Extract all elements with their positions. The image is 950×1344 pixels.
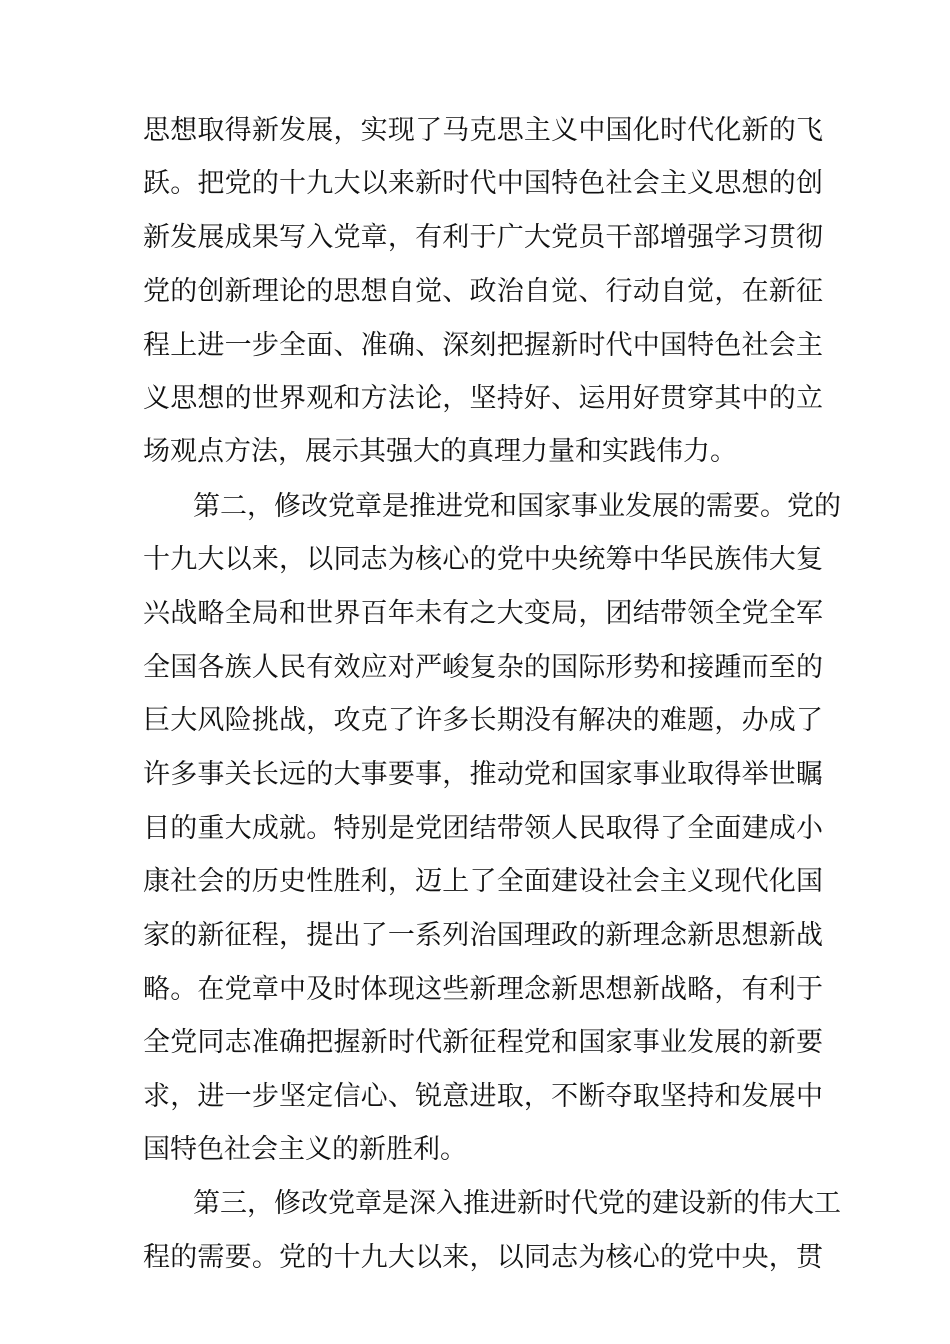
text-line: 求，进一步坚定信心、锐意进取，不断夺取坚持和发展中 xyxy=(143,1081,823,1112)
text-line: 思想取得新发展，实现了马克思主义中国化时代化新的飞 xyxy=(143,115,823,146)
text-line: 场观点方法，展示其强大的真理力量和实践伟力。 xyxy=(143,436,737,467)
text-line: 程上进一步全面、准确、深刻把握新时代中国特色社会主 xyxy=(143,330,823,361)
paragraph-start-line: 第二，修改党章是推进党和国家事业发展的需要。党的 xyxy=(193,491,841,522)
text-line: 全党同志准确把握新时代新征程党和国家事业发展的新要 xyxy=(143,1027,823,1058)
text-line: 巨大风险挑战，攻克了许多长期没有解决的难题，办成了 xyxy=(143,705,823,736)
text-line: 义思想的世界观和方法论，坚持好、运用好贯穿其中的立 xyxy=(143,383,823,414)
text-line: 略。在党章中及时体现这些新理念新思想新战略，有利于 xyxy=(143,974,823,1005)
text-line: 跃。把党的十九大以来新时代中国特色社会主义思想的创 xyxy=(143,168,823,199)
text-line: 康社会的历史性胜利，迈上了全面建设社会主义现代化国 xyxy=(143,866,823,897)
text-line: 全国各族人民有效应对严峻复杂的国际形势和接踵而至的 xyxy=(143,652,823,683)
text-line: 许多事关长远的大事要事，推动党和国家事业取得举世瞩 xyxy=(143,759,823,790)
text-line: 党的创新理论的思想自觉、政治自觉、行动自觉，在新征 xyxy=(143,276,823,307)
text-line: 程的需要。党的十九大以来，以同志为核心的党中央，贯 xyxy=(143,1242,823,1273)
text-line: 十九大以来，以同志为核心的党中央统筹中华民族伟大复 xyxy=(143,544,823,575)
text-line: 国特色社会主义的新胜利。 xyxy=(143,1134,467,1165)
text-line: 新发展成果写入党章，有利于广大党员干部增强学习贯彻 xyxy=(143,222,823,253)
text-line: 家的新征程，提出了一系列治国理政的新理念新思想新战 xyxy=(143,920,823,951)
text-line: 兴战略全局和世界百年未有之大变局，团结带领全党全军 xyxy=(143,598,823,629)
text-line: 目的重大成就。特别是党团结带领人民取得了全面建成小 xyxy=(143,813,823,844)
paragraph-start-line: 第三，修改党章是深入推进新时代党的建设新的伟大工 xyxy=(193,1188,841,1219)
